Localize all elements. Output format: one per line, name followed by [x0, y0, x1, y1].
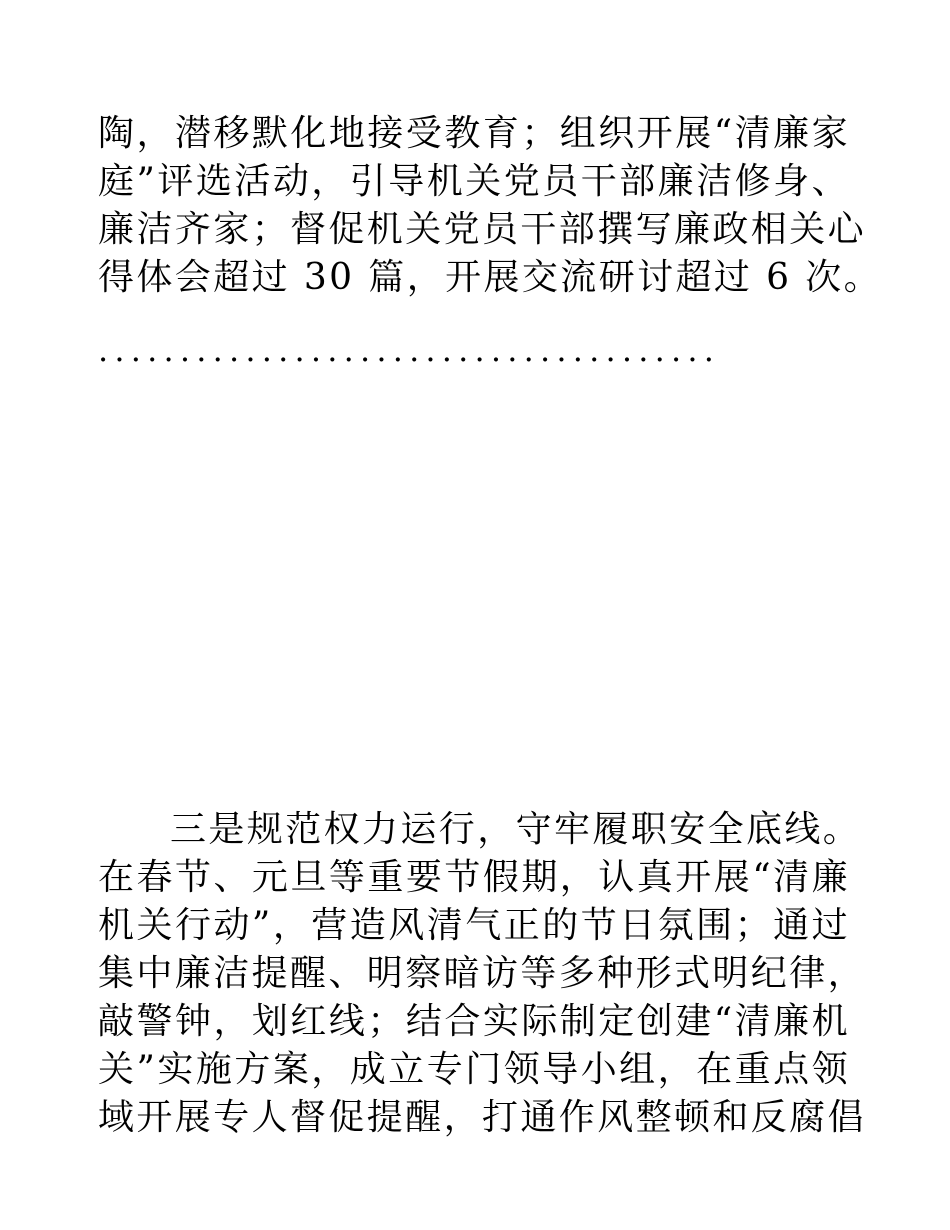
- paragraph-1-line: 陶，潜移默化地接受教育；组织开展“清廉家: [98, 113, 850, 154]
- paragraph-1-line: 得体会超过 30 篇，开展交流研讨超过 6 次。: [98, 257, 883, 298]
- paragraph-2-line: 域开展专人督促提醒，打通作风整顿和反腐倡: [98, 1097, 867, 1138]
- paragraph-2-line: 敲警钟，划红线；结合实际制定创建“清廉机: [98, 1001, 850, 1042]
- paragraph-1-line: 廉洁齐家；督促机关党员干部撰写廉政相关心: [98, 209, 867, 250]
- paragraph-2-line: 三是规范权力运行，守牢履职安全底线。: [170, 809, 862, 850]
- ellipsis-separator: ......................................: [98, 331, 721, 369]
- paragraph-2-line: 机关行动”，营造风清气正的节日氛围；通过: [98, 905, 850, 946]
- paragraph-1-line: 庭”评选活动，引导机关党员干部廉洁修身、: [98, 161, 850, 202]
- paragraph-2-line: 在春节、元旦等重要节假期，认真开展“清廉: [98, 857, 850, 898]
- paragraph-2-line: 集中廉洁提醒、明察暗访等多种形式明纪律，: [98, 953, 867, 994]
- paragraph-2-line: 关”实施方案，成立专门领导小组，在重点领: [98, 1049, 850, 1090]
